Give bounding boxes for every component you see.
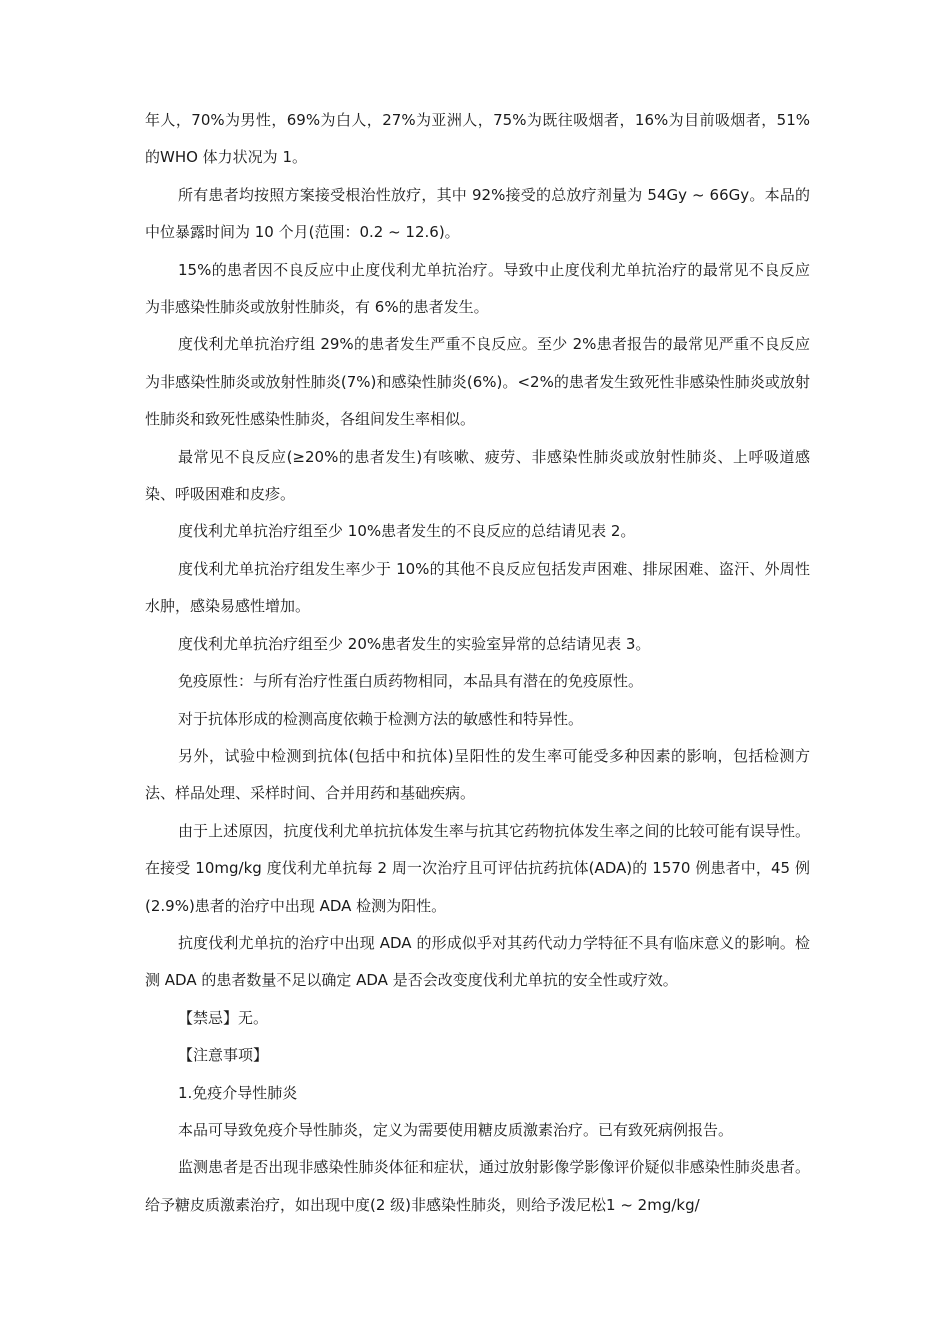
paragraph-13: 抗度伐利尤单抗的治疗中出现 ADA 的形成似乎对其药代动力学特征不具有临床意义的影响。检测 ADA 的患者数量不足以确定 ADA 是否会改变度伐利尤单抗的安全性或疗效。	[145, 933, 810, 990]
paragraph-18: 监测患者是否出现非感染性肺炎体征和症状，通过放射影像学影像评价疑似非感染性肺炎患者。给予糖皮质激素治疗，如出现中度(2 级)非感染性肺炎，则给予泼尼松1 ~ 2mg/kg/	[145, 1158, 810, 1214]
paragraph-10: 对于抗体形成的检测高度依赖于检测方法的敏感性和特异性。	[178, 709, 584, 728]
paragraph-12: 由于上述原因，抗度伐利尤单抗抗体发生率与抗其它药物抗体发生率之间的比较可能有误导性。在接受 10mg/kg 度伐利尤单抗每 2 周一次治疗且可评估抗药抗体(ADA)的 1570 例患者中，45 例(2.9%)患者的治疗中出现 ADA 检测为阳性。	[145, 821, 810, 915]
section-1-heading: 1.免疫介导性肺炎	[178, 1083, 298, 1102]
paragraph-5: 最常见不良反应(≥20%的患者发生)有咳嗽、疲劳、非感染性肺炎或放射性肺炎、上呼吸道感染、呼吸困难和皮疹。	[145, 447, 810, 504]
paragraph-4: 度伐利尤单抗治疗组 29%的患者发生严重不良反应。至少 2%患者报告的最常见严重不良反应为非感染性肺炎或放射性肺炎(7%)和感染性肺炎(6%)。<2%的患者发生致死性非感染性肺炎或放射性肺炎和致死性感染性肺炎，各组间发生率相似。	[145, 335, 810, 429]
paragraph-11: 另外，试验中检测到抗体(包括中和抗体)呈阳性的发生率可能受多种因素的影响，包括检测方法、样品处理、采样时间、合并用药和基础疾病。	[145, 746, 810, 803]
paragraph-6: 度伐利尤单抗治疗组至少 10%患者发生的不良反应的总结请见表 2。	[178, 522, 636, 541]
paragraph-17: 本品可导致免疫介导性肺炎，定义为需要使用糖皮质激素治疗。已有致死病例报告。	[178, 1120, 734, 1139]
precautions-heading: 【注意事项】	[178, 1046, 269, 1065]
document-body	[145, 102, 810, 1224]
contraindications-heading: 【禁忌】无。	[178, 1008, 269, 1027]
paragraph-2: 所有患者均按照方案接受根治性放疗，其中 92%接受的总放疗剂量为 54Gy ~ 66Gy。本品的中位暴露时间为 10 个月(范围：0.2 ~ 12.6)。	[145, 185, 810, 242]
paragraph-1: 年人，70%为男性，69%为白人，27%为亚洲人，75%为既往吸烟者，16%为目前吸烟者，51%的WHO 体力状况为 1。	[145, 111, 810, 167]
paragraph-9: 免疫原性：与所有治疗性蛋白质药物相同，本品具有潜在的免疫原性。	[178, 672, 644, 691]
paragraph-8: 度伐利尤单抗治疗组至少 20%患者发生的实验室异常的总结请见表 3。	[178, 634, 651, 653]
paragraph-3: 15%的患者因不良反应中止度伐利尤单抗治疗。导致中止度伐利尤单抗治疗的最常见不良反应为非感染性肺炎或放射性肺炎，有 6%的患者发生。	[145, 260, 810, 317]
paragraph-7: 度伐利尤单抗治疗组发生率少于 10%的其他不良反应包括发声困难、排尿困难、盗汗、外周性水肿，感染易感性增加。	[145, 559, 810, 616]
